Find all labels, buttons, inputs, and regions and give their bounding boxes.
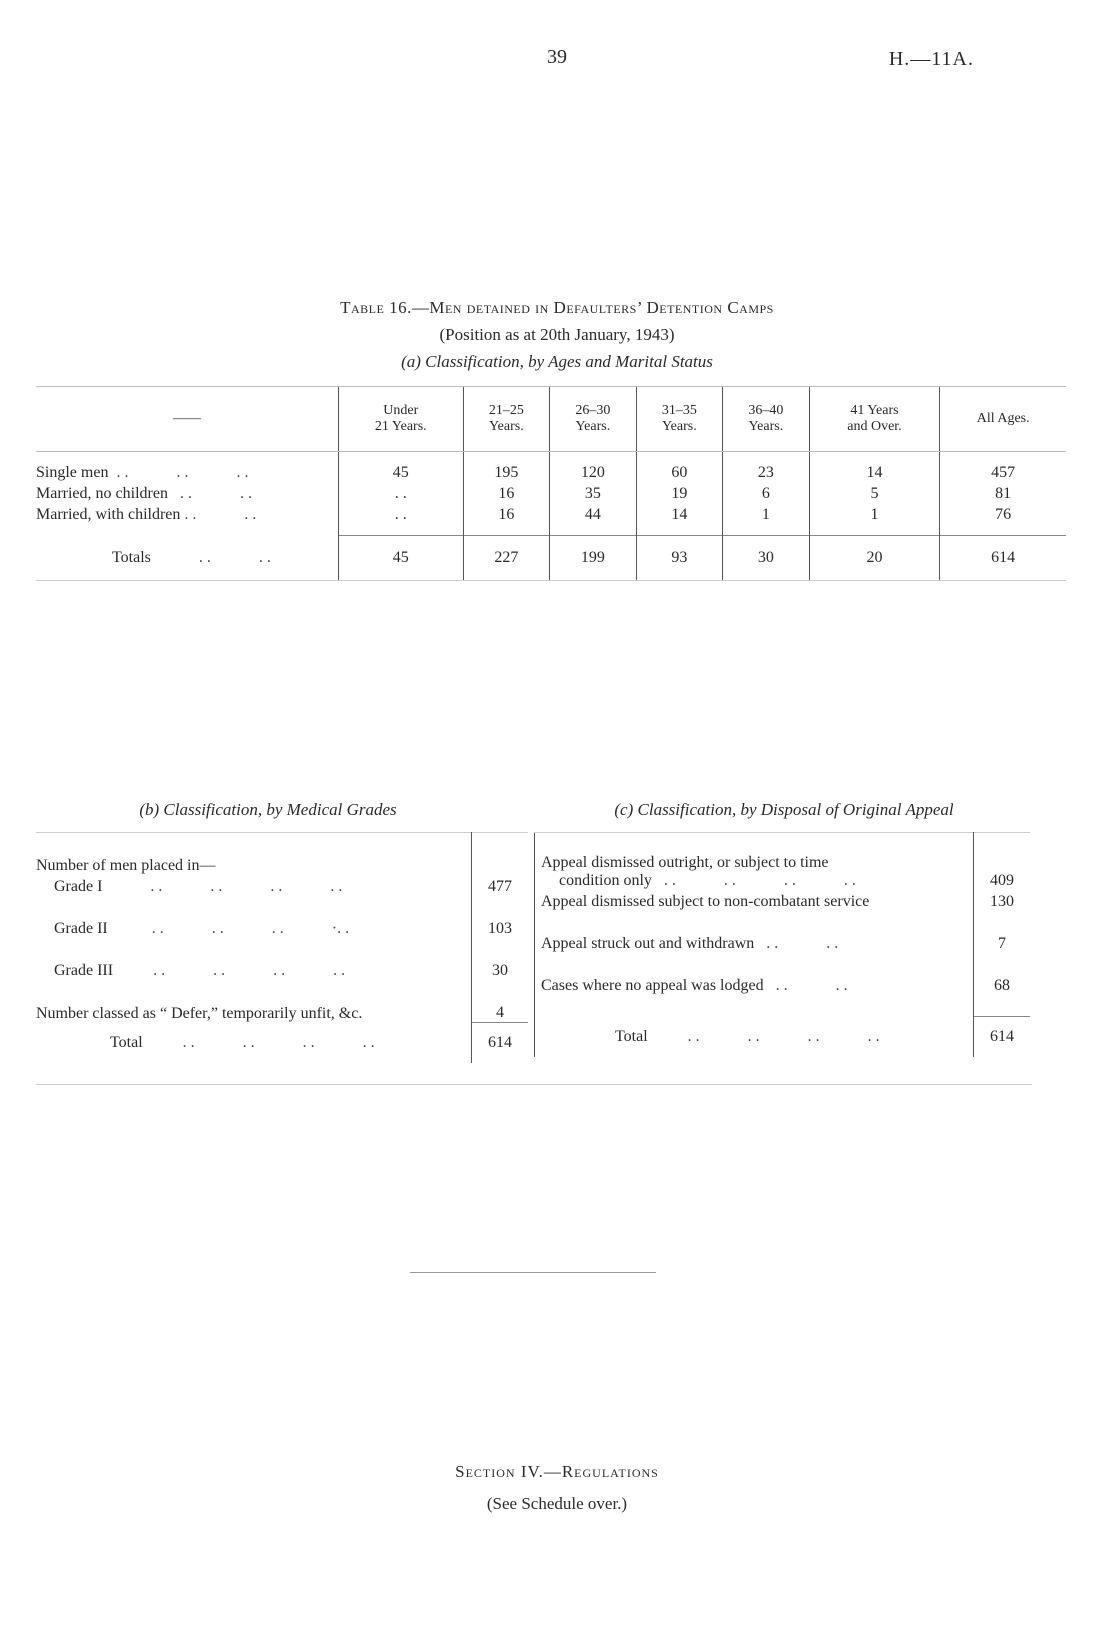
- medical-grades-table: [36, 832, 528, 1063]
- appeal-disposal-table: [534, 832, 1030, 1057]
- table-cell: 23: [723, 462, 810, 483]
- table-cell: 14: [636, 504, 723, 525]
- table-cell: 5: [809, 483, 940, 504]
- table-cell: 81: [940, 483, 1066, 504]
- grade-label: Grade I . . . . . . . .: [54, 878, 343, 895]
- appeal-value: 130: [974, 890, 1031, 911]
- page-number: 39: [547, 46, 567, 68]
- table-cell: 76: [940, 504, 1066, 525]
- table-cell: 120: [550, 462, 637, 483]
- total-label: Total . . . . . . . .: [615, 1027, 880, 1045]
- grade-label: Grade II . . . . . . ·. .: [54, 920, 350, 937]
- header-all-ages: All Ages.: [940, 387, 1066, 452]
- header-blank: ——: [36, 387, 339, 452]
- table-cell: 195: [463, 462, 550, 483]
- deferred-value: 4: [472, 1001, 529, 1023]
- header-36-40: 36–40 Years.: [723, 387, 810, 452]
- row-label: Single men . . . . . .: [36, 463, 249, 481]
- grade-value: 103: [472, 917, 529, 938]
- total-cell: 93: [636, 536, 723, 581]
- header-21-25: 21–25 Years.: [463, 387, 550, 452]
- table-cell: 16: [463, 483, 550, 504]
- table-16-position-date: (Position as at 20th January, 1943): [439, 325, 675, 344]
- medical-intro: Number of men placed in—: [36, 857, 216, 874]
- table-cell: 60: [636, 462, 723, 483]
- table-cell: 1: [809, 504, 940, 525]
- total-cell: 45: [339, 536, 464, 581]
- total-cell: 614: [940, 536, 1066, 581]
- list-item: [36, 959, 528, 980]
- total-label: Total . . . . . . . .: [110, 1033, 375, 1051]
- table-cell: 16: [463, 504, 550, 525]
- list-item: [535, 932, 1031, 953]
- header-31-35: 31–35 Years.: [636, 387, 723, 452]
- appeal-label: Cases where no appeal was lodged . . . .: [541, 977, 848, 994]
- table-cell: . .: [339, 483, 464, 504]
- total-cell: 20: [809, 536, 940, 581]
- tables-bottom-rule: [36, 1084, 1032, 1085]
- table-row: [36, 504, 1066, 525]
- total-cell: 227: [463, 536, 550, 581]
- appeal-disposal-subtitle: (c) Classification, by Disposal of Original Appeal: [614, 800, 954, 819]
- totals-row: [36, 536, 1066, 581]
- appeal-label: Appeal dismissed outright, or subject to time condition only . . . . . . . .: [541, 854, 856, 889]
- deferred-label: Number classed as “ Defer,” temporarily unfit, &c.: [36, 1004, 363, 1022]
- appeal-value: 68: [974, 974, 1031, 995]
- section-divider: [410, 1272, 656, 1273]
- header-41-over: 41 Years and Over.: [809, 387, 940, 452]
- table-cell: 35: [550, 483, 637, 504]
- document-reference: H.—11A.: [888, 48, 974, 70]
- list-item: [535, 890, 1031, 911]
- table-cell: 457: [940, 462, 1066, 483]
- list-item: [36, 1001, 528, 1023]
- appeal-value: 409: [974, 854, 1031, 890]
- table-cell: 45: [339, 462, 464, 483]
- table-row: [36, 483, 1066, 504]
- total-value: 614: [472, 1023, 529, 1064]
- totals-label: Totals . . . .: [36, 536, 339, 581]
- appeal-value: 7: [974, 932, 1031, 953]
- age-marital-table: [36, 386, 1066, 581]
- table-16-title: Table 16.—Men detained in Defaulters’ Detention Camps: [340, 298, 774, 317]
- table-16a-subtitle: (a) Classification, by Ages and Marital Status: [401, 352, 713, 371]
- table-cell: 44: [550, 504, 637, 525]
- list-item: [535, 854, 1031, 890]
- grade-label: Grade III . . . . . . . .: [54, 962, 346, 979]
- row-label: Married, no children . . . .: [36, 484, 252, 502]
- table-cell: 14: [809, 462, 940, 483]
- table-row: [36, 462, 1066, 483]
- section-heading: Section IV.—Regulations: [455, 1462, 659, 1481]
- row-label: Married, with children . . . .: [36, 505, 257, 523]
- schedule-note: (See Schedule over.): [486, 1494, 628, 1513]
- total-cell: 30: [723, 536, 810, 581]
- grade-value: 477: [472, 875, 529, 896]
- totals-row: [535, 1017, 1031, 1058]
- grade-value: 30: [472, 959, 529, 980]
- list-item: [36, 917, 528, 938]
- list-item: [36, 875, 528, 896]
- totals-row: [36, 1023, 528, 1064]
- table-header-row: [36, 387, 1066, 452]
- list-item: [36, 854, 528, 875]
- appeal-label: Appeal dismissed subject to non-combatant service: [541, 893, 870, 910]
- total-cell: 199: [550, 536, 637, 581]
- appeal-label: Appeal struck out and withdrawn . . . .: [541, 935, 839, 952]
- list-item: [535, 974, 1031, 995]
- header-under-21: Under 21 Years.: [339, 387, 464, 452]
- table-cell: 1: [723, 504, 810, 525]
- header-26-30: 26–30 Years.: [550, 387, 637, 452]
- total-value: 614: [974, 1017, 1031, 1058]
- table-cell: 19: [636, 483, 723, 504]
- medical-grades-subtitle: (b) Classification, by Medical Grades: [139, 800, 397, 819]
- table-cell: 6: [723, 483, 810, 504]
- table-cell: . .: [339, 504, 464, 525]
